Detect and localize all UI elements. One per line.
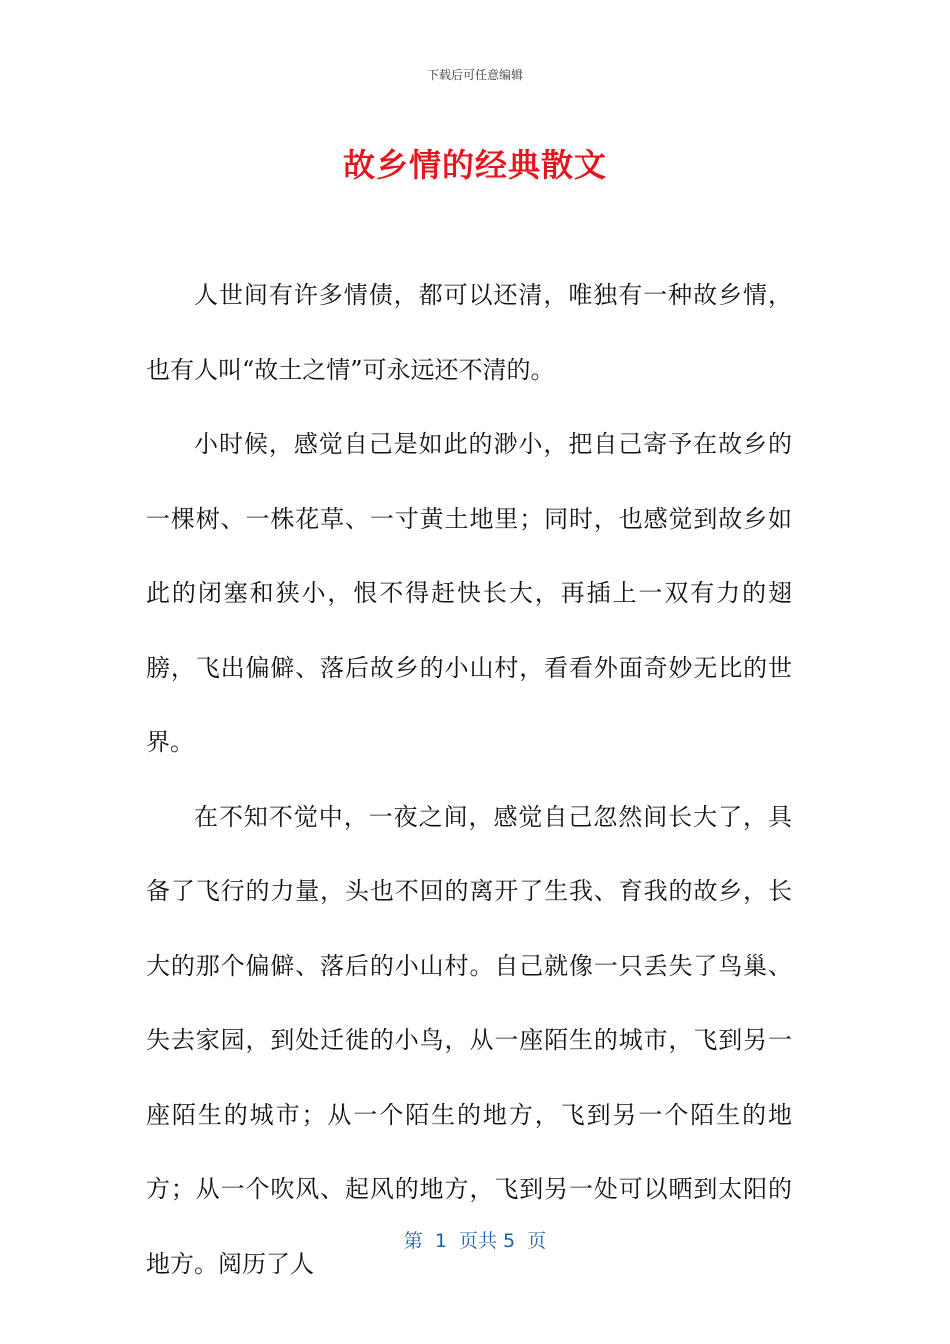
page-footer: 第 1 页共 5 页 — [403, 1230, 547, 1252]
header-note: 下载后可任意编辑 — [426, 68, 523, 82]
paragraph: 人世间有许多情债，都可以还清，唯独有一种故乡情，也有人叫“故土之情”可永远还不清的。 — [146, 281, 792, 384]
paragraph: 小时候，感觉自己是如此的渺小，把自己寄予在故乡的一棵树、一株花草、一寸黄土地里；同时，也感觉到故乡如此的闭塞和狭小，恨不得赶快长大，再插上一双有力的翅膀，飞出偏僻、落后故乡的小山村，看看外面奇妙无比的世界。 — [146, 430, 792, 756]
paragraph: 在不知不觉中，一夜之间，感觉自己忽然间长大了，具备了飞行的力量，头也不回的离开了生我、育我的故乡，长大的那个偏僻、落后的小山村。自己就像一只丢失了鸟巢、失去家园，到处迁徙的小鸟，从一座陌生的城市，飞到另一座陌生的城市；从一个陌生的地方，飞到另一个陌生的地方；从一个吹风、起风的地方，飞到另一处可以晒到太阳的地方。阅历了人 — [146, 802, 792, 1278]
body-text — [146, 258, 792, 1301]
document-title: 故乡情的经典散文 — [342, 146, 607, 184]
